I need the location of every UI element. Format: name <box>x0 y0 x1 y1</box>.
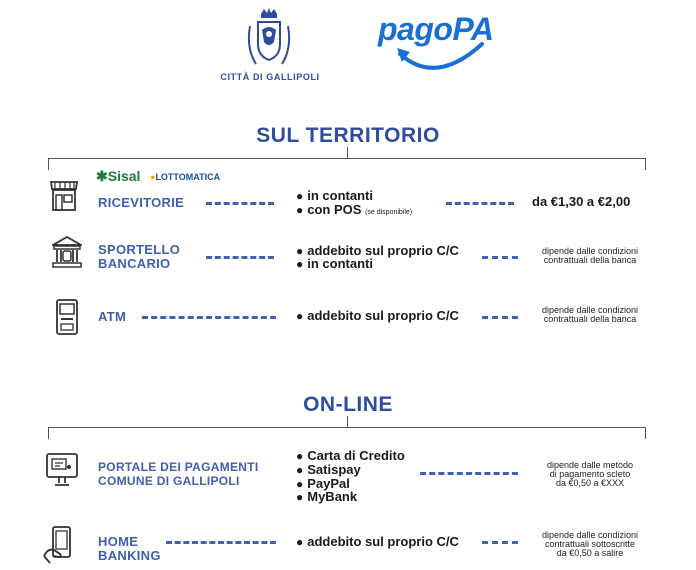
portale-method-4: ● MyBank <box>296 489 358 504</box>
pos-note: (se disponibile) <box>365 209 413 216</box>
portale-cost-line2: di pagamento scleto <box>549 469 631 479</box>
pagopa-logo-pa: PA <box>452 11 494 47</box>
atm-dash-left <box>142 316 276 319</box>
bank-icon <box>52 236 82 268</box>
homebanking-cost <box>530 531 650 558</box>
sisal-logo-text: Sisal <box>107 168 141 184</box>
portale-cost <box>530 461 650 488</box>
homebanking-cost-line3: da €0,50 a salire <box>556 548 624 558</box>
sportello-method-2: ● in contanti <box>296 256 373 271</box>
sportello-cost <box>530 247 650 265</box>
atm-icon <box>56 299 78 335</box>
sisal-star-icon: ✱ <box>96 168 108 184</box>
lottomatica-dot-icon: ● <box>150 172 156 182</box>
portale-label-line1: PORTALE DEI PAGAMENTI <box>98 460 259 474</box>
ricevitorie-label: RICEVITORIE <box>98 195 185 210</box>
homebanking-cost-line2: contrattuali sottoscritte <box>544 539 636 549</box>
sportello-cost-line2: contrattuali della banca <box>543 255 637 265</box>
ricevitorie-method-2: ● con POS (se disponibile) <box>296 202 413 217</box>
portale-method-2: ● Satispay <box>296 462 361 477</box>
pagopa-logo-pago: pago <box>378 11 453 47</box>
atm-method-1: ● addebito sul proprio C/C <box>296 308 459 323</box>
city-name: CITTÀ DI GALLIPOLI <box>220 72 320 82</box>
atm-label: ATM <box>98 309 127 324</box>
sportello-label <box>98 243 180 271</box>
pagopa-logo <box>378 11 494 82</box>
section-bracket-online <box>48 427 646 438</box>
section-title-online: ON-LINE <box>303 393 393 416</box>
sportello-dash-left <box>206 256 274 259</box>
ricevitorie-cost: da €1,30 a €2,00 <box>532 194 631 209</box>
ricevitorie-method-1: ● in contanti <box>296 188 373 203</box>
homebanking-label-line2: BANKING <box>98 548 161 563</box>
sportello-label-line2: BANCARIO <box>98 256 171 271</box>
lottomatica-logo-text: LOTTOMATICA <box>155 172 221 182</box>
smartphone-hand-icon <box>42 526 78 564</box>
portale-label-line2: COMUNE DI GALLIPOLI <box>98 474 240 488</box>
homebanking-cost-line1: dipende dalle condizioni <box>541 530 639 540</box>
atm-cost-line2: contrattuali della banca <box>543 314 637 324</box>
store-icon <box>50 180 78 212</box>
portale-method-1: ● Carta di Credito <box>296 448 405 463</box>
homebanking-label-line1: HOME <box>98 534 139 549</box>
portale-cost-line3: da €0,50 a €XXX <box>555 478 625 488</box>
homebanking-label <box>98 535 161 563</box>
ricevitorie-dash-right <box>446 202 514 205</box>
city-crest-logo <box>244 8 294 70</box>
homebanking-dash-right <box>482 541 518 544</box>
portale-dash-right <box>420 472 518 475</box>
homebanking-dash-left <box>166 541 276 544</box>
lottomatica-logo <box>150 172 220 182</box>
portale-method-3: ● PayPal <box>296 476 350 491</box>
portale-cost-line1: dipende dalle metodo <box>546 460 634 470</box>
sportello-dash-right <box>482 256 518 259</box>
ricevitorie-dash-left <box>206 202 274 205</box>
atm-dash-right <box>482 316 518 319</box>
homebanking-method-1: ● addebito sul proprio C/C <box>296 534 459 549</box>
portale-label <box>98 460 259 488</box>
monitor-icon <box>46 453 78 487</box>
sportello-method-1: ● addebito sul proprio C/C <box>296 243 459 258</box>
sportello-label-line1: SPORTELLO <box>98 242 181 257</box>
sportello-cost-line1: dipende dalle condizioni <box>541 246 639 256</box>
atm-cost <box>530 306 650 324</box>
section-title-territorio: SUL TERRITORIO <box>256 124 440 147</box>
atm-cost-line1: dipende dalle condizioni <box>541 305 639 315</box>
sisal-logo <box>96 168 140 185</box>
